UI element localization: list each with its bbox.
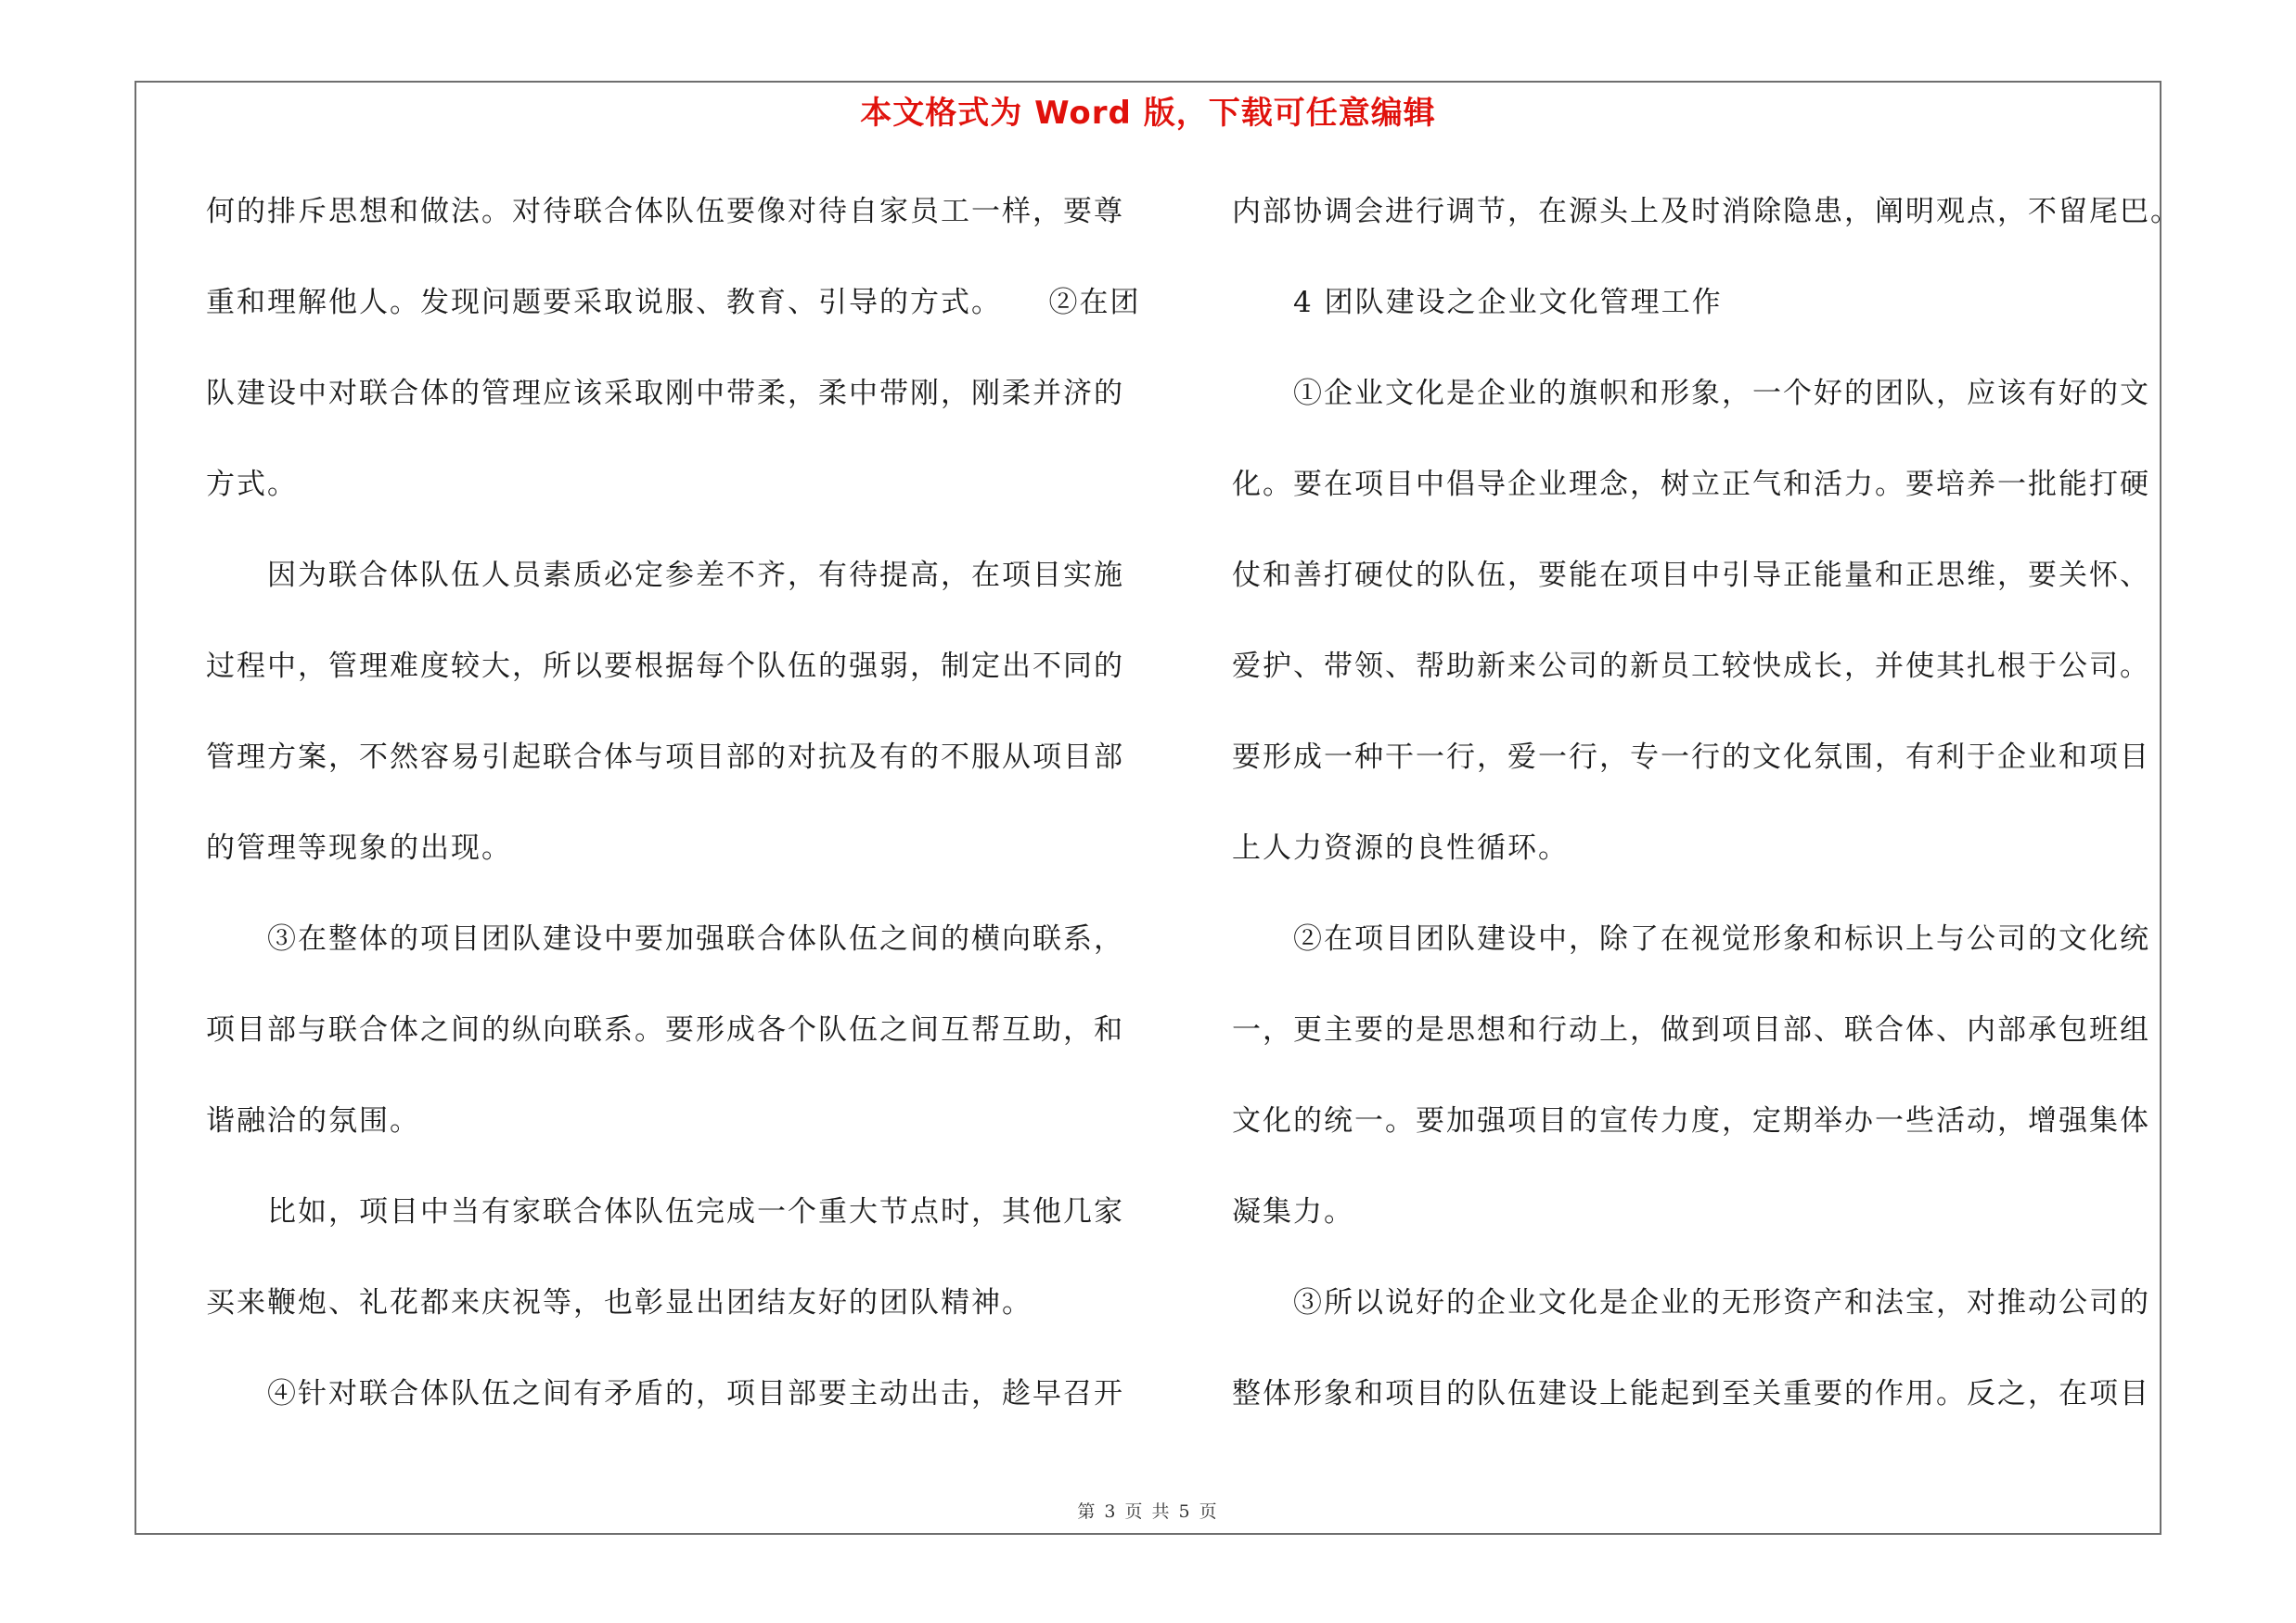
text-line: 比如，项目中当有家联合体队伍完成一个重大节点时，其他几家 — [206, 1195, 1124, 1229]
text-line: 内部协调会进行调节，在源头上及时消除隐患，阐明观点，不留尾巴。 — [1232, 195, 2181, 228]
section-heading: 4 团队建设之企业文化管理工作 — [1232, 286, 1723, 319]
text-line: 谐融洽的氛围。 — [206, 1104, 420, 1138]
text-line: 要形成一种干一行，爱一行，专一行的文化氛围，有利于企业和项目 — [1232, 741, 2150, 774]
text-line: 凝集力。 — [1232, 1195, 1354, 1229]
text-line: ②在项目团队建设中，除了在视觉形象和标识上与公司的文化统 — [1232, 922, 2150, 956]
editable-notice-banner: 本文格式为 Word 版，下载可任意编辑 — [860, 95, 1436, 132]
text-line: 队建设中对联合体的管理应该采取刚中带柔，柔中带刚，刚柔并济的 — [206, 377, 1124, 410]
text-line: 管理方案，不然容易引起联合体与项目部的对抗及有的不服从项目部 — [206, 741, 1124, 774]
text-line: 文化的统一。要加强项目的宣传力度，定期举办一些活动，增强集体 — [1232, 1104, 2150, 1138]
text-line: 整体形象和项目的队伍建设上能起到至关重要的作用。反之，在项目 — [1232, 1377, 2150, 1410]
text-line: 方式。 — [206, 468, 298, 501]
text-line: ④针对联合体队伍之间有矛盾的，项目部要主动出击，趁早召开 — [206, 1377, 1124, 1410]
text-line: ③所以说好的企业文化是企业的无形资产和法宝，对推动公司的 — [1232, 1286, 2150, 1320]
text-line: 因为联合体队伍人员素质必定参差不齐，有待提高，在项目实施 — [206, 559, 1124, 592]
text-line: 的管理等现象的出现。 — [206, 831, 512, 865]
text-line: 项目部与联合体之间的纵向联系。要形成各个队伍之间互帮互助，和 — [206, 1013, 1124, 1047]
text-line: 何的排斥思想和做法。对待联合体队伍要像对待自家员工一样，要尊 — [206, 195, 1124, 228]
text-line: 化。要在项目中倡导企业理念，树立正气和活力。要培养一批能打硬 — [1232, 468, 2150, 501]
left-text-column — [206, 182, 1141, 1455]
text-line: 一，更主要的是思想和行动上，做到项目部、联合体、内部承包班组 — [1232, 1013, 2150, 1047]
text-line: 重和理解他人。发现问题要采取说服、教育、引导的方式。 ②在团 — [206, 286, 1141, 319]
page-number: 第 3 页 共 5 页 — [1077, 1501, 1219, 1522]
text-line: ①企业文化是企业的旗帜和形象，一个好的团队，应该有好的文 — [1232, 377, 2150, 410]
text-line: 仗和善打硬仗的队伍，要能在项目中引导正能量和正思维，要关怀、 — [1232, 559, 2150, 592]
text-line: 爱护、带领、帮助新来公司的新员工较快成长，并使其扎根于公司。 — [1232, 650, 2150, 683]
right-text-column — [1232, 182, 2181, 1455]
text-line: 买来鞭炮、礼花都来庆祝等，也彰显出团结友好的团队精神。 — [206, 1286, 1033, 1320]
text-line: ③在整体的项目团队建设中要加强联合体队伍之间的横向联系， — [206, 922, 1124, 956]
text-line: 上人力资源的良性循环。 — [1232, 831, 1569, 865]
text-line: 过程中，管理难度较大，所以要根据每个队伍的强弱，制定出不同的 — [206, 650, 1124, 683]
